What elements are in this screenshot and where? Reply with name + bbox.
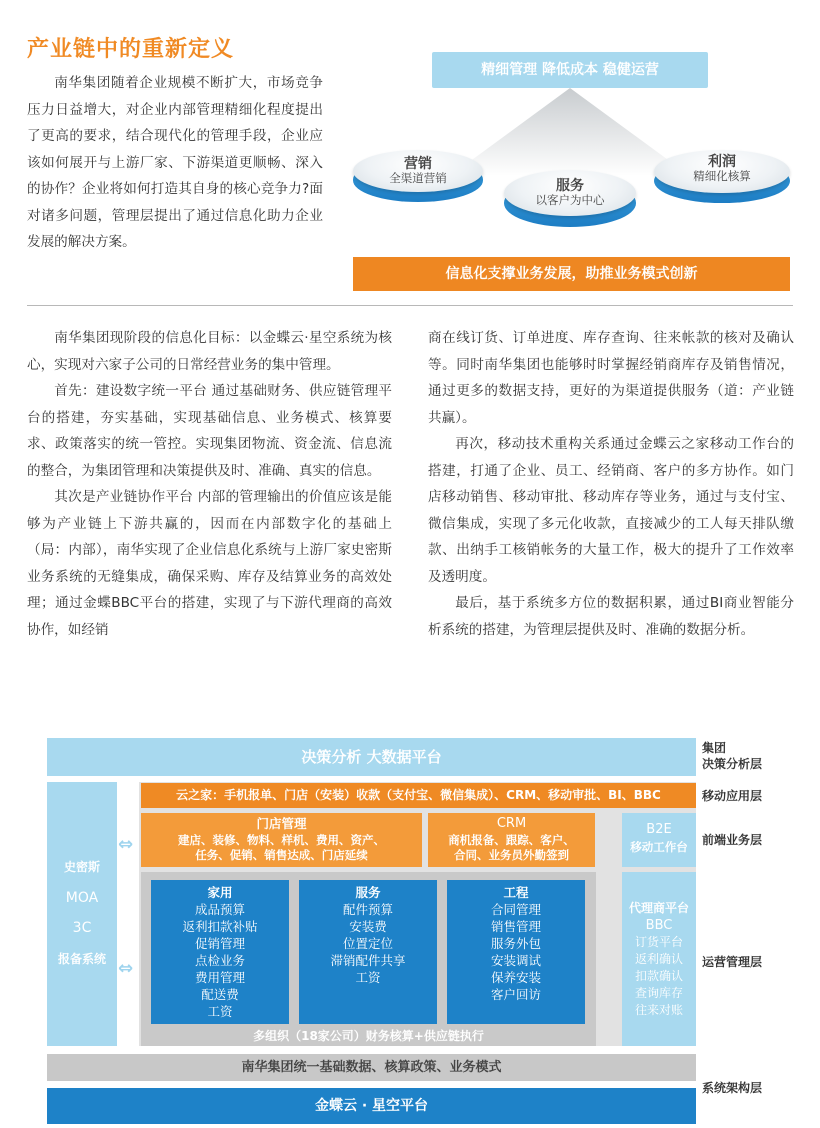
left-system-label: 3C xyxy=(72,920,92,936)
left-system-label: 报备系统 xyxy=(57,952,106,966)
profit-title: 利润 xyxy=(708,154,736,170)
left-paragraph: 南华集团现阶段的信息化目标：以金蝶云·星空系统为核心，实现对六家子公司的日常经营业务的集中管理。 xyxy=(27,330,392,373)
layer-label-line: 集团 xyxy=(702,741,727,755)
agent-item: 扣款确认 xyxy=(634,969,683,983)
agent-item: 查询库存 xyxy=(634,986,683,1000)
home-item: 促销管理 xyxy=(194,936,245,951)
right-paragraph: 商在线订货、订单进度、库存查询、往来帐款的核对及确认等。同时南华集团也能够时时掌握经销商库存及销售情况，通过更多的数据支持，更好的为渠道提供服务（道：产业链共赢）。 xyxy=(428,330,794,426)
service-item: 滞销配件共享 xyxy=(330,953,406,968)
home-item: 配送费 xyxy=(201,987,239,1002)
crm-title: CRM xyxy=(496,816,527,831)
agent-item: BBC xyxy=(645,918,673,933)
home-item: 工资 xyxy=(207,1004,233,1019)
layer-label: 系统架构层 xyxy=(702,1081,763,1095)
crm-box xyxy=(428,813,595,867)
crm-line: 商机报备、跟踪、客户、 xyxy=(448,833,575,847)
base-data-layer: 南华集团统一基础数据、核算政策、业务模式 xyxy=(47,1054,696,1081)
decision-platform: 决策分析 大数据平台 xyxy=(47,738,696,776)
marketing-plinth xyxy=(353,150,483,210)
service-box-title: 服务 xyxy=(355,885,381,900)
service-title: 服务 xyxy=(556,178,584,194)
agent-item: 返利确认 xyxy=(634,952,683,966)
divider xyxy=(27,305,793,306)
right-column xyxy=(428,325,794,643)
engineering-item: 客户回访 xyxy=(490,987,541,1002)
agent-item: 往来对账 xyxy=(634,1003,683,1017)
marketing-sub: 全渠道营销 xyxy=(389,171,447,185)
home-box xyxy=(151,880,289,1024)
store-title: 门店管理 xyxy=(256,816,307,831)
layer-label-line: 决策分析层 xyxy=(702,757,763,771)
agent-platform-box xyxy=(622,872,696,1046)
left-paragraph: 首先：建设数字统一平台 通过基础财务、供应链管理平台的搭建，夯实基础，实现基础信息、业务模式、核算要求、政策落实的统一管控。实现集团物流、资金流、信息流的整合，为集团管理和决策提供及时、准确、真实的信息。 xyxy=(27,383,392,479)
profit-sub: 精细化核算 xyxy=(693,169,751,183)
b2e-title: B2E xyxy=(646,822,672,837)
b2e-sub: 移动工作台 xyxy=(630,840,688,854)
intro-paragraph: 南华集团随着企业规模不断扩大，市场竞争压力日益增大，对企业内部管理精细化程度提出了更高的要求，结合现代化的管理手段，企业应该如何展开与上游厂家、下游渠道更顺畅、深入的协作？企业将如何打造其自身的核心竞争力?面对诸多问题，管理层提出了通过信息化助力企业发展的解决方案。 xyxy=(27,75,323,250)
engineering-item: 服务外包 xyxy=(490,936,541,951)
page-title: 产业链中的重新定义 xyxy=(27,37,235,62)
engineering-title: 工程 xyxy=(503,885,529,900)
engineering-box xyxy=(447,880,585,1024)
store-line: 建店、装修、物料、样机、费用、资产、 xyxy=(178,833,385,847)
crm-line: 合同、业务员外勤签到 xyxy=(454,848,569,862)
engineering-item: 保养安装 xyxy=(490,970,541,985)
home-item: 返利扣款补贴 xyxy=(182,919,258,934)
service-item: 配件预算 xyxy=(342,902,393,917)
store-management xyxy=(141,813,422,867)
layer-label: 运营管理层 xyxy=(702,955,763,969)
kingdee-platform: 金蝶云 · 星空平台 xyxy=(47,1088,696,1124)
service-plinth xyxy=(504,170,636,236)
engineering-item: 合同管理 xyxy=(490,902,541,917)
double-arrow-icon: ⇔ xyxy=(118,958,134,979)
top-banner: 精细管理 降低成本 稳健运营 xyxy=(432,52,708,88)
service-box xyxy=(299,880,437,1024)
layer-label xyxy=(702,740,762,772)
home-item: 成品预算 xyxy=(194,902,245,917)
service-item: 工资 xyxy=(355,970,381,985)
left-system-label: 史密斯 xyxy=(63,860,100,874)
left-column xyxy=(27,325,392,643)
layer-label: 前端业务层 xyxy=(702,833,763,847)
mobile-layer: 云之家：手机报单、门店（安装）收款（支付宝、微信集成）、CRM、移动审批、BI、BBC xyxy=(141,783,696,808)
engineering-item: 销售管理 xyxy=(490,919,541,934)
home-item: 点检业务 xyxy=(194,953,245,968)
service-item: 位置定位 xyxy=(342,936,393,951)
left-system-label: MOA xyxy=(65,890,99,906)
service-item: 安装费 xyxy=(349,919,387,934)
store-line: 任务、促销、销售达成、门店延续 xyxy=(195,848,368,862)
engineering-item: 安装调试 xyxy=(490,953,541,968)
home-title: 家用 xyxy=(207,885,233,900)
double-arrow-icon: ⇔ xyxy=(118,834,134,855)
home-item: 费用管理 xyxy=(194,970,245,985)
left-systems xyxy=(47,782,117,1046)
marketing-title: 营销 xyxy=(404,156,432,172)
service-sub: 以客户为中心 xyxy=(535,193,605,207)
profit-plinth xyxy=(654,150,790,212)
agent-item: 订货平台 xyxy=(634,935,683,949)
agent-item: 代理商平台 xyxy=(628,901,689,915)
right-paragraph: 最后，基于系统多方位的数据积累，通过BI商业智能分析系统的搭建，为管理层提供及时、准确的数据分析。 xyxy=(428,595,794,638)
b2e-box xyxy=(622,813,696,867)
orange-banner: 信息化支撑业务发展，助推业务模式创新 xyxy=(353,257,790,291)
right-paragraph: 再次，移动技术重构关系通过金蝶云之家移动工作台的搭建，打通了企业、员工、经销商、客户的多方协作。如门店移动销售、移动审批、移动库存等业务，通过与支付宝、微信集成，实现了多元化收款，直接减少的工人每天排队缴款、出纳手工核销帐务的大量工作，极大的提升了工作效率及透明度。 xyxy=(428,436,794,585)
layer-label: 移动应用层 xyxy=(702,789,763,803)
multi-org-label: 多组织（18家公司）财务核算+供应链执行 xyxy=(253,1029,484,1043)
left-paragraph: 其次是产业链协作平台 内部的管理输出的价值应该是能够为产业链上下游共赢的，因而在内部数字化的基础上（局：内部），南华实现了企业信息化系统与上游厂家史密斯业务系统的无缝集成，确保采购、库存及结算业务的高效处理；通过金蝶BBC平台的搭建，实现了与下游代理商的高效协作，如经销 xyxy=(27,489,392,638)
